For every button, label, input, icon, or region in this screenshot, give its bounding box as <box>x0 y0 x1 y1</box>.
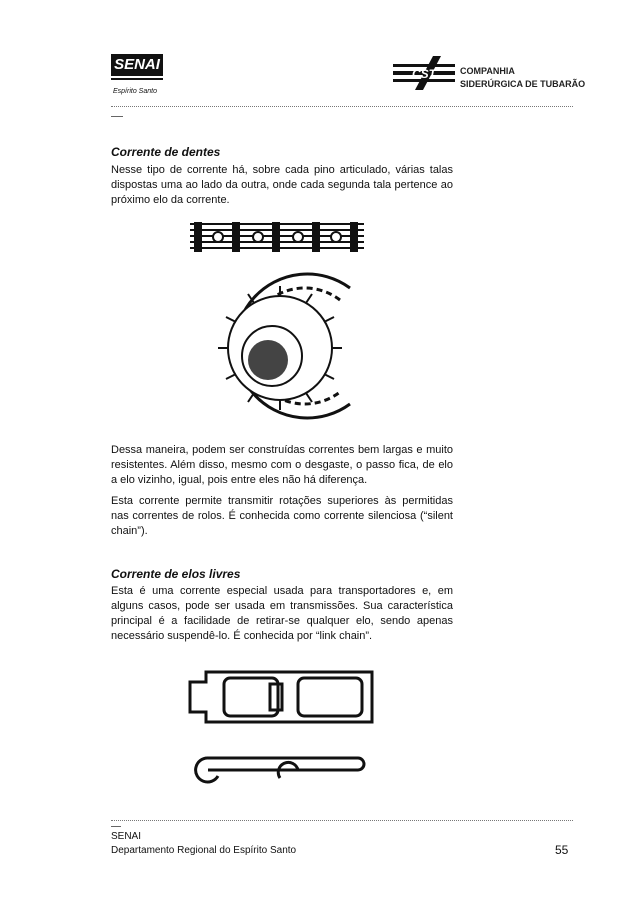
cst-logo <box>393 56 455 90</box>
section-title-free-link-chain: Corrente de elos livres <box>111 567 241 581</box>
paragraph: Esta é uma corrente especial usada para transportadores e, em alguns casos, pode ser usada em transmissões. Sua característica principal é a facilidade de retirar-se qualquer elo, sendo apenas necessário suspendê-lo. É conhecida por “link chain”. <box>111 585 453 642</box>
footer-department: Departamento Regional do Espírito Santo <box>111 845 297 856</box>
footer-mark <box>111 826 121 827</box>
cst-logo-text: CST <box>412 67 436 81</box>
paragraph: Esta corrente permite transmitir rotações superiores às permitidas nas correntes de rolos. É conhecida como corrente silenciosa (“silent chain”). <box>111 495 453 537</box>
footer-org: SENAI <box>111 831 142 842</box>
state-label: Espírito Santo <box>113 88 157 95</box>
section-title-toothed-chain: Corrente de dentes <box>111 145 221 159</box>
senai-logo: SENAI <box>111 54 163 76</box>
page-number: 55 <box>555 843 569 857</box>
header-rule <box>111 106 573 107</box>
company-name <box>460 65 585 91</box>
company-line2: SIDERÚRGICA DE TUBARÃO <box>460 79 586 89</box>
link-chain-plate-illustration <box>188 666 374 728</box>
company-line1: COMPANHIA <box>460 66 515 76</box>
header-mark <box>111 116 123 117</box>
paragraph: Dessa maneira, podem ser construídas correntes bem largas e muito resistentes. Além disso, mesmo com o desgaste, o passo fica, de elo a elo vizinho, igual, pois entre eles não há diferença. <box>111 444 453 486</box>
footer-rule <box>111 820 573 821</box>
logo-underline <box>111 78 163 80</box>
paragraph: Nesse tipo de corrente há, sobre cada pino articulado, várias talas dispostas uma ao lado da outra, onde cada segunda tala pertence ao próximo elo da corrente. <box>111 164 453 206</box>
sprocket-chain-illustration <box>200 266 360 436</box>
hook-link-illustration <box>188 748 368 784</box>
toothed-chain-illustration <box>188 216 366 260</box>
